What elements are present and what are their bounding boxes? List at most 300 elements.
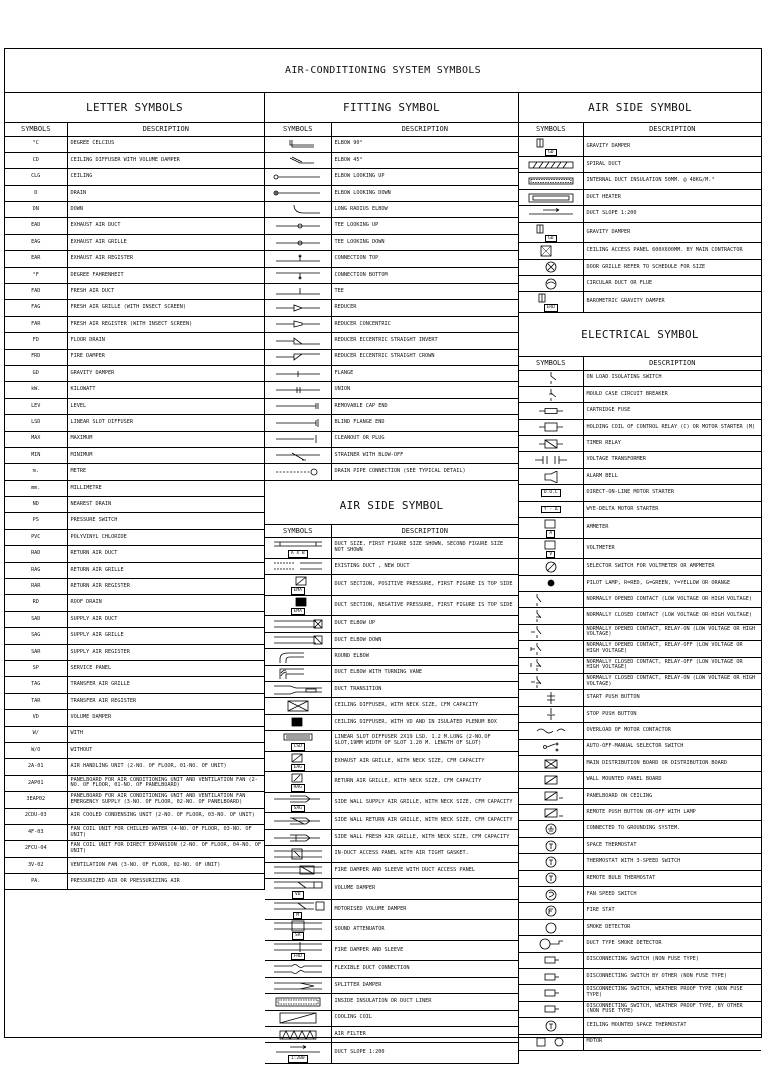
description-cell: DEGREE FAHRENHEIT	[67, 267, 264, 283]
description-cell: SIDE WALL FRESH AIR GRILLE, WITH NECK SIZE, CFM CAPACITY	[331, 829, 518, 845]
table-row	[265, 879, 518, 900]
symbol-cell: 3V-02	[5, 857, 67, 873]
table-row	[5, 710, 264, 726]
column-header-description: DESCRIPTION	[67, 123, 264, 136]
table-row	[5, 152, 264, 168]
air-side-bottom-table	[265, 525, 518, 1064]
description-cell: REDUCER	[331, 300, 518, 316]
column-header-description: DESCRIPTION	[583, 123, 761, 136]
symbol-cell	[265, 862, 331, 878]
symbol-cell: EAR	[5, 251, 67, 267]
description-cell: DUCT ELBOW DOWN	[331, 632, 518, 648]
description-cell: PANELBOARD ON CEILING	[583, 788, 761, 804]
symbol-cell	[519, 136, 583, 157]
table-row	[265, 829, 518, 845]
table-row	[265, 431, 518, 447]
symbol-label: SAG	[291, 805, 305, 813]
symbol-label: GD	[545, 149, 557, 157]
description-cell: WALL MOUNTED PANEL BOARD	[583, 772, 761, 788]
description-cell: CEILING DIFFUSER, WITH NECK SIZE, CFM CAPACITY	[331, 698, 518, 714]
description-cell: REMOTE BULB THERMOSTAT	[583, 870, 761, 886]
table-row	[265, 316, 518, 332]
symbol-cell: CLG	[5, 169, 67, 185]
symbol-cell	[519, 1018, 583, 1034]
table-row	[265, 977, 518, 993]
table-row	[519, 559, 761, 575]
symbol-cell	[519, 968, 583, 984]
symbol-cell	[265, 218, 331, 234]
symbol-cell: TAG	[5, 677, 67, 693]
table-row	[265, 940, 518, 961]
table-row	[5, 677, 264, 693]
table-row	[519, 386, 761, 402]
table-row	[5, 447, 264, 463]
symbol-sheet	[4, 48, 762, 1062]
table-row	[5, 415, 264, 431]
description-cell: FRESH AIR GRILLE (WITH INSECT SCREEN)	[67, 300, 264, 316]
table-row	[265, 1043, 518, 1064]
table-row	[519, 739, 761, 755]
description-cell: WYE-DELTA MOTOR STARTER	[583, 501, 761, 517]
mvd-symbol-icon	[268, 900, 328, 912]
description-cell: DOWN	[67, 202, 264, 218]
table-row	[5, 136, 264, 152]
symbol-cell	[519, 206, 583, 222]
symbol-cell	[519, 772, 583, 788]
symbol-cell	[519, 222, 583, 243]
description-cell: HOLDING COIL OF CONTROL RELAY (C) OR MOTOR STARTER (M)	[583, 419, 761, 435]
description-cell: RETURN AIR REGISTER	[67, 579, 264, 595]
flex-symbol-icon	[268, 963, 328, 975]
symbol-cell	[265, 994, 331, 1010]
table-row	[265, 398, 518, 414]
symbol-cell	[265, 333, 331, 349]
symbol-cell	[519, 559, 583, 575]
description-cell: PANELBOARD FOR AIR CONDITIONING UNIT AND VENTILATION FAN EMERGENCY SUPPLY (3-NO. OF FLOOR, 02-NO. OF PANELBOARD)	[67, 792, 264, 808]
symbol-label: EAG	[291, 764, 305, 772]
description-cell: TEE	[331, 284, 518, 300]
table-row	[265, 961, 518, 977]
symbol-cell	[519, 403, 583, 419]
symbol-cell	[265, 829, 331, 845]
table-row	[519, 1034, 761, 1050]
description-cell: CEILING ACCESS PANEL 600X600MM. BY MAIN CONTRACTOR	[583, 243, 761, 259]
symbol-cell	[265, 920, 331, 941]
description-cell: SUPPLY AIR GRILLE	[67, 628, 264, 644]
capend-symbol-icon	[268, 400, 328, 412]
symbol-cell: °F	[5, 267, 67, 283]
description-cell: REMOVABLE CAP END	[331, 398, 518, 414]
description-cell: CEILING DIFFUSER WITH VOLUME DAMPER	[67, 152, 264, 168]
column-header-symbols: SYMBOLS	[265, 525, 331, 538]
description-cell: INTERNAL DUCT INSULATION 50MM. @ 48KG/M.³	[583, 173, 761, 189]
description-cell: FRESH AIR DUCT	[67, 284, 264, 300]
symbol-cell	[519, 189, 583, 205]
symbol-cell: 2AP01	[5, 775, 67, 791]
symbol-cell: LEV	[5, 398, 67, 414]
table-row	[265, 1026, 518, 1042]
symbol-cell	[519, 243, 583, 259]
reducerc-symbol-icon	[268, 318, 328, 330]
longradius-symbol-icon	[268, 204, 328, 216]
symbol-label: GD	[545, 235, 557, 243]
description-cell: SMOKE DETECTOR	[583, 919, 761, 935]
eag-symbol-icon	[268, 752, 328, 764]
description-cell: ELBOW 45°	[331, 152, 518, 168]
table-row	[265, 234, 518, 250]
table-row	[519, 292, 761, 313]
description-cell: LEVEL	[67, 398, 264, 414]
table-row	[5, 365, 264, 381]
symbol-cell	[519, 805, 583, 821]
description-cell: VENTILATION FAN (3-NO. OF FLOOR, 02-NO. OF UNIT)	[67, 857, 264, 873]
description-cell: MINIMUM	[67, 447, 264, 463]
description-cell: MAXIMUM	[67, 431, 264, 447]
description-cell: STOP PUSH BUTTON	[583, 706, 761, 722]
symbol-cell	[519, 157, 583, 173]
lookdown-symbol-icon	[268, 187, 328, 199]
heater-symbol-icon	[522, 192, 580, 204]
table-row	[5, 234, 264, 250]
ncoff-symbol-icon	[522, 659, 580, 671]
description-cell: DUCT ELBOW WITH TURNING VANE	[331, 665, 518, 681]
description-cell: DOOR GRILLE REFER TO SCHEDULE FOR SIZE	[583, 259, 761, 275]
table-row	[265, 846, 518, 862]
table-row	[5, 202, 264, 218]
symbol-cell: W/	[5, 726, 67, 742]
fanspeed-symbol-icon	[522, 889, 580, 901]
transformer-symbol-icon	[522, 454, 580, 466]
voltmeter-symbol-icon	[522, 539, 580, 551]
mdb-symbol-icon	[522, 758, 580, 770]
column-header-description: DESCRIPTION	[583, 357, 761, 370]
symbol-cell: D	[5, 185, 67, 201]
symbol-label: LSD	[291, 743, 305, 751]
description-cell: CEILING MOUNTED SPACE THERMOSTAT	[583, 1018, 761, 1034]
flange-symbol-icon	[268, 368, 328, 380]
table-row	[519, 468, 761, 484]
symbol-cell	[519, 739, 583, 755]
table-row	[5, 546, 264, 562]
table-row	[519, 690, 761, 706]
tee-symbol-icon	[268, 286, 328, 298]
description-cell: UNION	[331, 382, 518, 398]
symbol-cell: EAD	[5, 218, 67, 234]
symbol-cell: 2A-01	[5, 759, 67, 775]
description-cell: DUCT SLOPE 1:200	[331, 1043, 518, 1064]
firestat-symbol-icon	[522, 905, 580, 917]
description-cell: REMOTE PUSH BUTTON ON-OFF WITH LAMP	[583, 805, 761, 821]
symbol-cell	[519, 538, 583, 559]
table-row	[265, 772, 518, 793]
description-cell: DRAIN PIPE CONNECTION (SEE TYPICAL DETAIL)	[331, 464, 518, 480]
negp-symbol-icon	[268, 596, 328, 608]
reducercrown-symbol-icon	[268, 351, 328, 363]
symbol-cell	[265, 398, 331, 414]
stoppb-symbol-icon	[522, 708, 580, 720]
description-cell: VOLUME DAMPER	[67, 710, 264, 726]
symbol-cell	[265, 595, 331, 616]
table-row	[265, 632, 518, 648]
sag-symbol-icon	[268, 793, 328, 805]
symbol-cell	[265, 538, 331, 559]
table-row	[519, 501, 761, 517]
symbol-label: RAG	[291, 784, 305, 792]
description-cell: NORMALLY OPENED CONTACT, RELAY-OFF (LOW VOLTAGE OR HIGH VOLTAGE)	[583, 641, 761, 657]
symbol-label: D.O.L	[541, 489, 561, 497]
strainer-symbol-icon	[268, 450, 328, 462]
symbol-cell	[265, 234, 331, 250]
description-cell: ELBOW 90°	[331, 136, 518, 152]
symbol-cell	[519, 657, 583, 673]
description-cell: NORMALLY OPENED CONTACT (LOW VOLTAGE OR HIGH VOLTAGE)	[583, 592, 761, 608]
description-cell: SPLITTER DAMPER	[331, 977, 518, 993]
vd-symbol-icon	[268, 879, 328, 891]
symbol-cell	[265, 431, 331, 447]
table-row	[5, 841, 264, 857]
symbol-cell: FAR	[5, 316, 67, 332]
description-cell: EXHAUST AIR GRILLE	[67, 234, 264, 250]
union-symbol-icon	[268, 384, 328, 396]
description-cell: AIR HANDLING UNIT (2-NO. OF FLOOR, 01-NO. OF UNIT)	[67, 759, 264, 775]
table-row	[5, 169, 264, 185]
coil-symbol-icon	[268, 1012, 328, 1024]
air-side-bottom-title: AIR SIDE SYMBOL	[265, 481, 518, 525]
symbol-cell: 4F-03	[5, 824, 67, 840]
table-row	[5, 284, 264, 300]
table-row	[519, 870, 761, 886]
table-row	[5, 464, 264, 480]
description-cell: TEE LOOKING UP	[331, 218, 518, 234]
description-cell: SOUND ATTENUATOR	[331, 920, 518, 941]
description-cell: PANELBOARD FOR AIR CONDITIONING UNIT AND VENTILATION FAN (2-NO. OF FLOOR, 01-NO. OF PANELBOARD)	[67, 775, 264, 791]
table-row	[519, 968, 761, 984]
description-cell: LONG RADIUS ELBOW	[331, 202, 518, 218]
symbol-cell	[519, 690, 583, 706]
description-cell: LINEAR SLOT DIFFUSER	[67, 415, 264, 431]
teedown-symbol-icon	[268, 237, 328, 249]
slope-symbol-icon	[522, 208, 580, 220]
symbol-cell	[265, 415, 331, 431]
table-row	[5, 251, 264, 267]
description-cell: AUTO-OFF-MANUAL SELECTOR SWITCH	[583, 739, 761, 755]
description-cell: KILOWATT	[67, 382, 264, 398]
breaker-symbol-icon	[522, 389, 580, 401]
description-cell: ROUND ELBOW	[331, 649, 518, 665]
table-row	[265, 920, 518, 941]
elbowup-symbol-icon	[268, 618, 328, 630]
fitting-symbol-table	[265, 123, 518, 481]
table-row	[265, 415, 518, 431]
description-cell: CEILING	[67, 169, 264, 185]
symbol-cell	[265, 681, 331, 697]
symbol-cell: CD	[5, 152, 67, 168]
elbow45-symbol-icon	[268, 155, 328, 167]
letter-symbols-title: LETTER SYMBOLS	[5, 93, 264, 123]
symbol-cell	[265, 1026, 331, 1042]
symbol-label: A	[546, 530, 555, 538]
thermo3-symbol-icon	[522, 856, 580, 868]
symbol-cell	[519, 592, 583, 608]
table-row	[519, 854, 761, 870]
noon-symbol-icon	[522, 626, 580, 638]
symbol-label: ERD	[544, 304, 558, 312]
description-cell: DRAIN	[67, 185, 264, 201]
table-row	[519, 403, 761, 419]
table-row	[265, 616, 518, 632]
symbol-cell	[265, 202, 331, 218]
description-cell: GRAVITY DAMPER	[67, 365, 264, 381]
table-row	[265, 792, 518, 813]
table-row	[265, 538, 518, 559]
table-row	[265, 813, 518, 829]
table-row	[265, 464, 518, 480]
table-row	[5, 218, 264, 234]
symbol-cell	[265, 447, 331, 463]
description-cell: NORMALLY CLOSED CONTACT, RELAY-ON (LOW VOLTAGE OR HIGH VOLTAGE)	[583, 673, 761, 689]
description-cell: ALARM BELL	[583, 468, 761, 484]
table-row	[265, 284, 518, 300]
symbol-cell: W/O	[5, 742, 67, 758]
description-cell: FAN COIL UNIT FOR CHILLED WATER (4-NO. OF FLOOR, 03-NO. OF UNIT)	[67, 824, 264, 840]
symbol-cell: m.	[5, 464, 67, 480]
table-row	[5, 480, 264, 496]
description-cell: PILOT LAMP, R=RED, G=GREEN, Y=YELLOW OR ORANGE	[583, 575, 761, 591]
lsd-symbol-icon	[268, 731, 328, 743]
description-cell: PRESSURIZED AIR OR PRESSURIZING AIR	[67, 874, 264, 890]
table-row	[5, 300, 264, 316]
table-row	[519, 419, 761, 435]
description-cell: DUCT TRANSITION	[331, 681, 518, 697]
table-row	[5, 267, 264, 283]
description-cell: ON LOAD ISOLATING SWITCH	[583, 370, 761, 386]
sa-symbol-icon	[268, 920, 328, 932]
symbol-cell	[265, 575, 331, 596]
description-cell: STRAINER WITH BLOW-OFF	[331, 447, 518, 463]
table-row	[265, 300, 518, 316]
overload-symbol-icon	[522, 725, 580, 737]
filter-symbol-icon	[268, 1029, 328, 1041]
table-row	[265, 899, 518, 920]
symbol-cell	[265, 169, 331, 185]
description-cell: BAROMETRIC GRAVITY DAMPER	[583, 292, 761, 313]
column-header-symbols: SYMBOLS	[519, 357, 583, 370]
disc-symbol-icon	[522, 971, 580, 983]
table-row	[519, 985, 761, 1001]
cleanout-symbol-icon	[268, 433, 328, 445]
description-cell: NORMALLY CLOSED CONTACT, RELAY-OFF (LOW VOLTAGE OR HIGH VOLTAGE)	[583, 657, 761, 673]
table-row	[519, 173, 761, 189]
symbol-cell	[265, 185, 331, 201]
symbol-cell	[265, 365, 331, 381]
symbol-cell	[519, 870, 583, 886]
table-row	[519, 837, 761, 853]
description-cell: AMMETER	[583, 518, 761, 539]
column-header-description: DESCRIPTION	[331, 525, 518, 538]
table-row	[265, 994, 518, 1010]
symbol-cell: RAR	[5, 579, 67, 595]
table-row	[519, 136, 761, 157]
symbol-cell	[265, 316, 331, 332]
rag2-symbol-icon	[268, 815, 328, 827]
symbol-cell: FRD	[5, 349, 67, 365]
drainpipe-symbol-icon	[268, 466, 328, 478]
air-side-top-table	[519, 123, 761, 313]
air-side-and-electrical-section	[519, 93, 761, 1051]
table-row	[265, 251, 518, 267]
posp-symbol-icon	[268, 575, 328, 587]
symbol-cell: GD	[5, 365, 67, 381]
symbol-cell	[265, 665, 331, 681]
erd-symbol-icon	[522, 292, 580, 304]
table-row	[519, 189, 761, 205]
symbol-cell	[265, 698, 331, 714]
description-cell: DUCT ELBOW UP	[331, 616, 518, 632]
description-cell: TEE LOOKING DOWN	[331, 234, 518, 250]
table-row	[519, 538, 761, 559]
symbol-cell: VD	[5, 710, 67, 726]
description-cell: DUCT TYPE SMOKE DETECTOR	[583, 936, 761, 952]
pilot-symbol-icon	[522, 577, 580, 589]
column-header-symbols: SYMBOLS	[265, 123, 331, 136]
description-cell: START PUSH BUTTON	[583, 690, 761, 706]
symbol-cell	[519, 452, 583, 468]
symbol-cell	[265, 714, 331, 730]
symbol-cell	[265, 1010, 331, 1026]
symbol-cell	[265, 558, 331, 574]
symbol-label: 1:200	[288, 1055, 308, 1063]
symbol-cell: RD	[5, 595, 67, 611]
description-cell: TIMER RELAY	[583, 436, 761, 452]
neck-symbol-icon	[268, 700, 328, 712]
table-row	[519, 936, 761, 952]
description-cell: DUCT SLOPE 1:200	[583, 206, 761, 222]
ncon-symbol-icon	[522, 676, 580, 688]
table-row	[265, 169, 518, 185]
table-row	[519, 887, 761, 903]
description-cell: DUCT HEATER	[583, 189, 761, 205]
table-row	[5, 382, 264, 398]
description-cell: FLEXIBLE DUCT CONNECTION	[331, 961, 518, 977]
axb-symbol-icon	[268, 538, 328, 550]
description-cell: ELBOW LOOKING DOWN	[331, 185, 518, 201]
symbol-cell	[519, 854, 583, 870]
symbol-cell: SAD	[5, 611, 67, 627]
table-row	[5, 874, 264, 890]
table-row	[265, 152, 518, 168]
table-row	[265, 333, 518, 349]
table-row	[5, 661, 264, 677]
description-cell: REDUCER CONCENTRIC	[331, 316, 518, 332]
description-cell: MOTORISED VOLUME DAMPER	[331, 899, 518, 920]
symbol-label: VD	[292, 891, 304, 899]
column-header-symbols: SYMBOLS	[519, 123, 583, 136]
table-row	[5, 513, 264, 529]
symbol-cell	[265, 940, 331, 961]
description-cell: REDUCER ECCENTRIC STRAIGHT INVERT	[331, 333, 518, 349]
auto-symbol-icon	[522, 741, 580, 753]
description-cell: FAN COIL UNIT FOR DIRECT EXPANSION (2-NO. OF FLOOR, 04-NO. OF UNIT)	[67, 841, 264, 857]
table-row	[5, 611, 264, 627]
table-row	[519, 903, 761, 919]
plenum-symbol-icon	[268, 716, 328, 728]
symbol-cell	[265, 879, 331, 900]
table-row	[5, 349, 264, 365]
description-cell: METRE	[67, 464, 264, 480]
rag-symbol-icon	[268, 772, 328, 784]
description-cell: TRANSFER AIR REGISTER	[67, 693, 264, 709]
table-row	[519, 485, 761, 501]
